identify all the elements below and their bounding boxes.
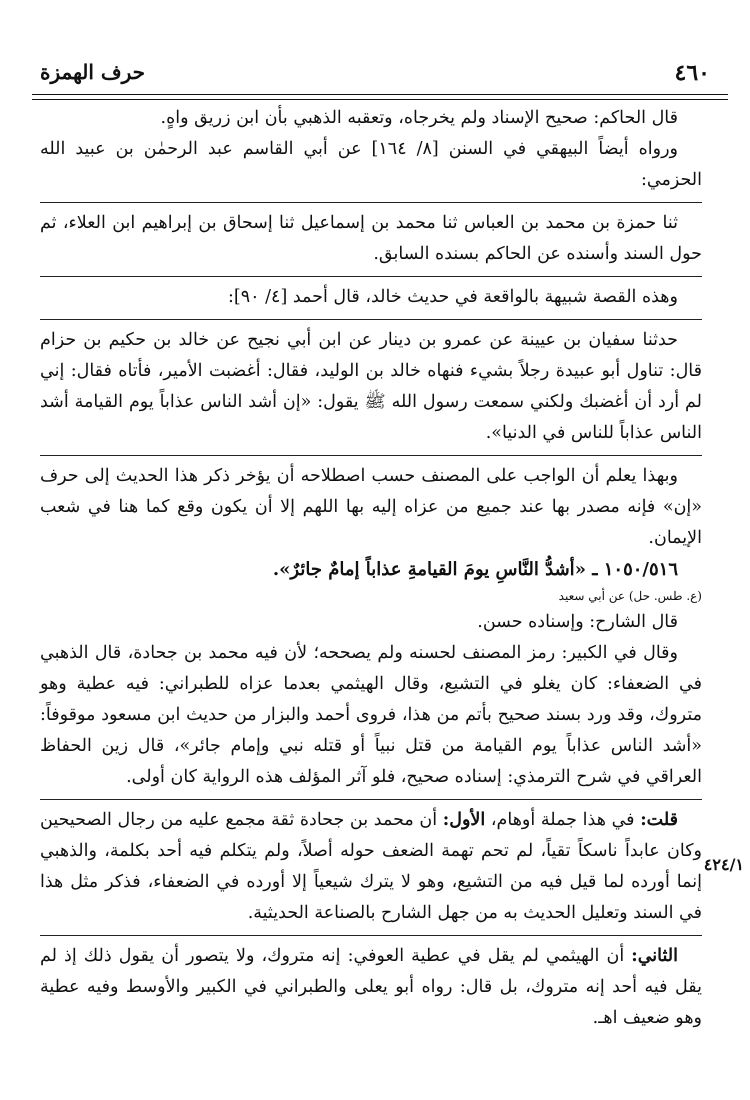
running-title: حرف الهمزة [40, 60, 146, 84]
paragraph-story: وهذه القصة شبيهة بالواقعة في حديث خالد، قال أحمد [٤/ ٩٠]: [228, 287, 678, 307]
running-header [40, 60, 710, 90]
page-number: ٤٦٠ [674, 60, 710, 86]
margin-volume-reference: ٤٢٤/١ [703, 855, 744, 874]
first-point-text: أن محمد بن جحادة ثقة مجمع عليه من رجال الصحيحين وكان عابداً ناسكاً تقياً، لم تحم تهمة الضعف حوله أصلاً، ولم يتكلم فيه أحد بكلمة، والذهبي إنما أورده لما قيل فيه من التشيع، وهو لا يترك شيعياً إلا أورده في الضعفاء، فذكر مثل هذا في السند وتعليل الحديث به من جهل الشارح بالصناعة الحديثية. [40, 810, 702, 923]
paragraph-isnad: ثنا حمزة بن محمد بن العباس ثنا محمد بن إسماعيل ثنا إسحاق بن إبراهيم ابن العلاء، ثم حول السند وأسنده عن الحاكم بسنده السابق. [40, 213, 702, 264]
main-text [40, 103, 702, 1034]
hadith-heading [40, 554, 702, 585]
paragraph-second [40, 941, 702, 1034]
hadith-sources: (ع. طس. حل) عن أبي سعيد [558, 589, 702, 603]
hadith-text: ـ «أشدُّ النَّاسِ يومَ القيامةِ عذاباً إمامٌ جائرٌ». [272, 559, 604, 580]
paragraph-hakim: قال الحاكم: صحيح الإسناد ولم يخرجاه، وتعقبه الذهبي بأن ابن زريق واهٍ. [160, 108, 678, 128]
header-rule-top [32, 94, 728, 95]
paragraph-author-note: وبهذا يعلم أن الواجب على المصنف حسب اصطلاحه أن يؤخر ذكر هذا الحديث إلى حرف «إن» فإنه مصدر بها عند جميع من عزاه إليه بها اللهم إلا أن يكون وقع كما هنا في شعب الإيمان. [40, 466, 702, 548]
first-point-label: الأول: [442, 810, 486, 830]
paragraph-kabir: وقال في الكبير: رمز المصنف لحسنه ولم يصححه؛ لأن فيه محمد بن جحادة، قال الذهبي في الضعفاء: كان يغلو في التشيع، وقال الهيثمي بعدما عزاه للطبراني: فيه عطية وهو متروك، وقد ورد بسند صحيح بأتم من هذا، فروى أحمد والبزار من حديث ابن مسعود موقوفاً: «أشد الناس عذاباً يوم القيامة من قتل نبياً أو قتله نبي وإمام جائر»، قال زين الحفاظ العراقي في شرح الترمذي: إسناده صحيح، فلو آثر المؤلف هذه الرواية كان أولى. [40, 643, 702, 787]
hadith-number: ١٠٥٠/٥١٦ [603, 559, 678, 580]
second-point-label: الثاني: [631, 946, 678, 966]
paragraph-qultu [40, 805, 702, 929]
section-divider [40, 935, 702, 936]
qultu-label: قلت: [640, 810, 678, 830]
second-point-text: أن الهيثمي لم يقل في عطية العوفي: إنه متروك، ولا يتصور أن يقول ذلك إذ لم يقل فيه أحد إنه متروك، بل قال: رواه أبو يعلى والطبراني في الكبير والأوسط وفيه عطية وهو ضعيف اهـ. [40, 946, 702, 1028]
section-divider [40, 799, 702, 800]
paragraph-ahmad-narration: حدثنا سفيان بن عيينة عن عمرو بن دينار عن ابن أبي نجيح عن خالد بن حكيم بن حزام قال: تناول أبو عبيدة رجلاً بشيء فنهاه خالد بن الوليد، فقال: أغضبت الأمير، فأتاه فقال: إني لم أرد أن أغضبك ولكني سمعت رسول الله ﷺ يقول: «إن أشد الناس عذاباً يوم القيامة أشد الناس عذاباً للناس في الدنيا». [40, 330, 702, 443]
section-divider [40, 455, 702, 456]
qultu-intro: في هذا جملة أوهام، [485, 810, 641, 830]
paragraph-bayhaqi: ورواه أيضاً البيهقي في السنن [٨/ ١٦٤] عن أبي القاسم عبد الرحمٰن بن عبيد الله الحزمي: [40, 139, 702, 190]
section-divider [40, 319, 702, 320]
header-rule-bottom [32, 99, 728, 100]
section-divider [40, 276, 702, 277]
paragraph-sharih: قال الشارح: وإسناده حسن. [477, 612, 678, 632]
section-divider [40, 202, 702, 203]
